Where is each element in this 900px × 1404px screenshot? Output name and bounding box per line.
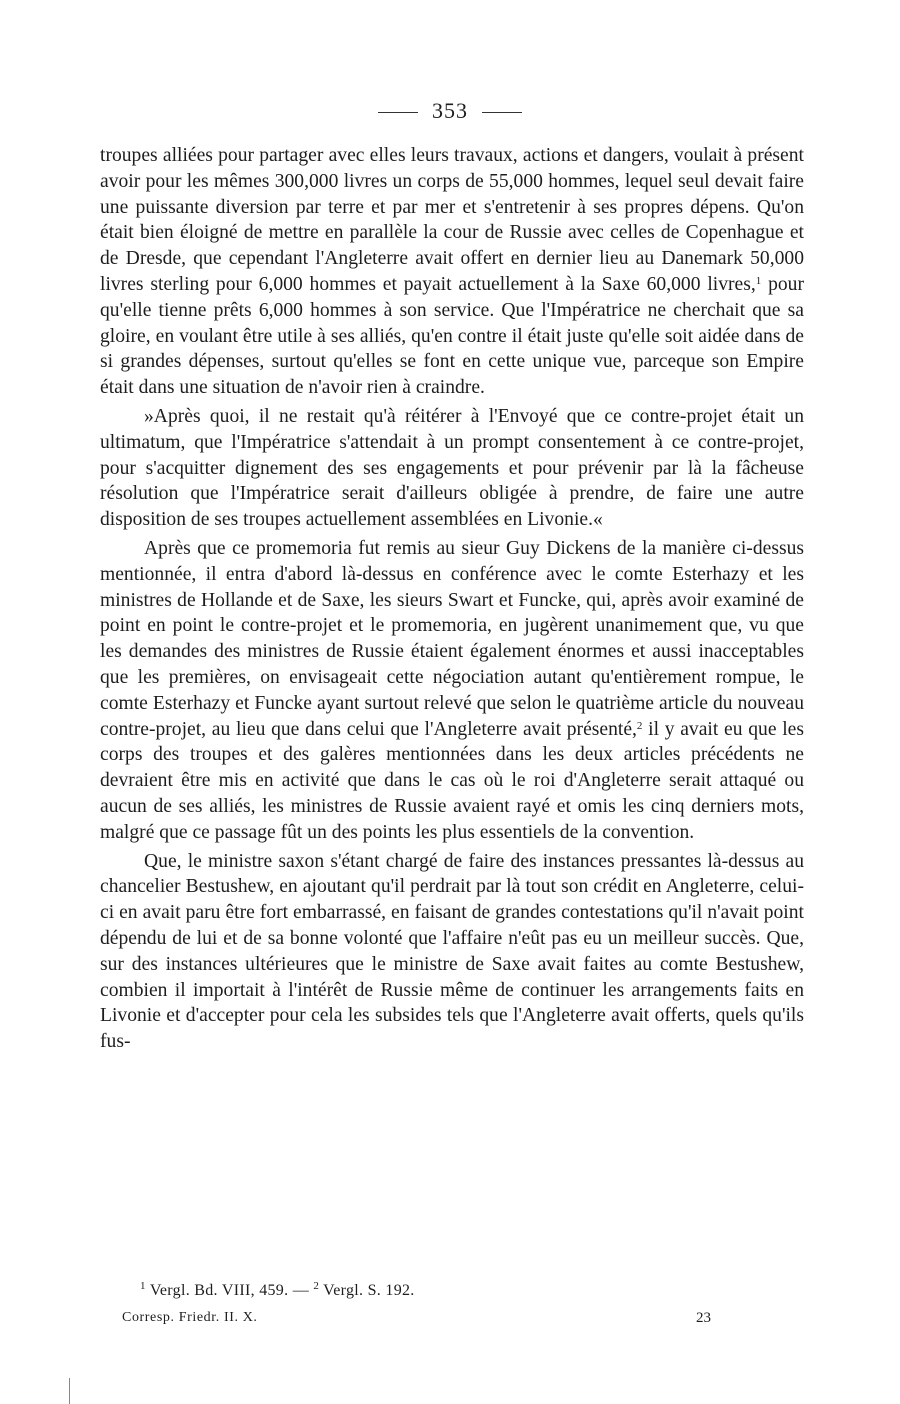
footnote-ref-1: 1 bbox=[755, 274, 762, 287]
paragraph-3-text-after: il y avait eu que les corps des troupes et des galères mentionnées dans les deux articles précédents ne devraient être mis en activité que dans le cas où le roi d'Angleterre serait attaqué ou aucun de ses alliés, les ministres de Russie avaient rayé et omis les cinq derniers mots, malgré que ce passage fût un des points les plus essentiels de la convention. bbox=[100, 718, 804, 843]
footnote-1-text: Vergl. Bd. VIII, 459. — bbox=[145, 1282, 314, 1299]
signature-number: 23 bbox=[696, 1310, 711, 1326]
paragraph-3 bbox=[100, 536, 804, 846]
header-dash-right bbox=[482, 112, 522, 113]
page-header bbox=[0, 98, 900, 124]
paragraph-1 bbox=[100, 143, 804, 401]
footnote-2-text: Vergl. S. 192. bbox=[319, 1282, 415, 1299]
paragraph-4 bbox=[100, 849, 804, 1055]
signature-line: Corresp. Friedr. II. X. bbox=[122, 1310, 258, 1325]
footnote-mark-1: 1 bbox=[140, 1280, 146, 1292]
body-text bbox=[100, 143, 804, 1055]
header-dash-left bbox=[378, 112, 418, 113]
paragraph-4-text: Que, le ministre saxon s'étant chargé de faire des instances pressantes là-dessus au chancelier Bestushew, en ajoutant qu'il perdrait par là tout son crédit en Angleterre, celui-ci en avait paru être fort embarrassé, en faisant de grandes contestations qu'il n'avait point dépendu de lui et de sa bonne volonté que l'affaire n'eût pas eu un meilleur succès. Que, sur des instances ultérieures que le ministre de Saxe avait faites au comte Bestushew, combien il importait à l'intérêt de Russie même de continuer les arrangements faits en Livonie et d'accepter pour cela les subsides tels que l'Angleterre avait offerts, quels qu'ils fus- bbox=[100, 850, 804, 1053]
footnote-ref-2: 2 bbox=[636, 719, 643, 732]
paragraph-1-text-after: pour qu'elle tienne prêts 6,000 hommes à son service. Que l'Impératrice ne cherchait que sa gloire, en voulant être utile à ses alliés, qu'en contre il était juste qu'elle soit aidée dans de si grandes dépenses, surtout qu'elles se font en cette unique vue, parceque son Empire était dans une situation de n'avoir rien à craindre. bbox=[100, 273, 804, 399]
margin-mark bbox=[69, 1378, 70, 1404]
footnotes bbox=[140, 1282, 415, 1300]
paragraph-1-text: troupes alliées pour partager avec elles leurs travaux, actions et dangers, voulait à présent avoir pour les mêmes 300,000 livres un corps de 55,000 hommes, lequel seul devait faire une puissante diversion par terre et par mer et s'entretenir à ses propres dépens. Qu'on était bien éloigné de mettre en parallèle la cour de Russie avec celles de Copenhague et de Dresde, que cependant l'Angleterre avait offert en dernier lieu au Danemark 50,000 livres sterling pour 6,000 hommes et payait actuellement à la Saxe 60,000 livres, bbox=[100, 145, 804, 295]
paragraph-2-text: »Après quoi, il ne restait qu'à réitérer à l'Envoyé que ce contre-projet était un ultimatum, que l'Impératrice s'attendait à un prompt consentement à ce contre-projet, pour s'acquitter dignement des ses engagements et pour prévenir par là la fâcheuse résolution que l'Impératrice serait d'ailleurs obligée à prendre, de faire une autre disposition de ses troupes actuellement assemblées en Livonie.« bbox=[100, 405, 804, 531]
page-number: 353 bbox=[432, 98, 468, 123]
paragraph-3-text: Après que ce promemoria fut remis au sieur Guy Dickens de la manière ci-dessus mentionnée, il entra d'abord là-dessus en conférence avec le comte Esterhazy et les ministres de Hollande et de Saxe, les sieurs Swart et Funcke, qui, après avoir examiné de point en point le contre-projet et le promemoria, en jugèrent unanimement que, vu que les demandes des ministres de Russie étaient également énormes et aussi inacceptables que les premières, on envisageait cette négociation autant qu'entièrement rompue, le comte Esterhazy et Funcke ayant surtout relevé que selon le quatrième article du nouveau contre-projet, au lieu que dans celui que l'Angleterre avait présenté, bbox=[100, 537, 804, 740]
footnote-mark-2: 2 bbox=[313, 1280, 320, 1292]
paragraph-2 bbox=[100, 404, 804, 533]
